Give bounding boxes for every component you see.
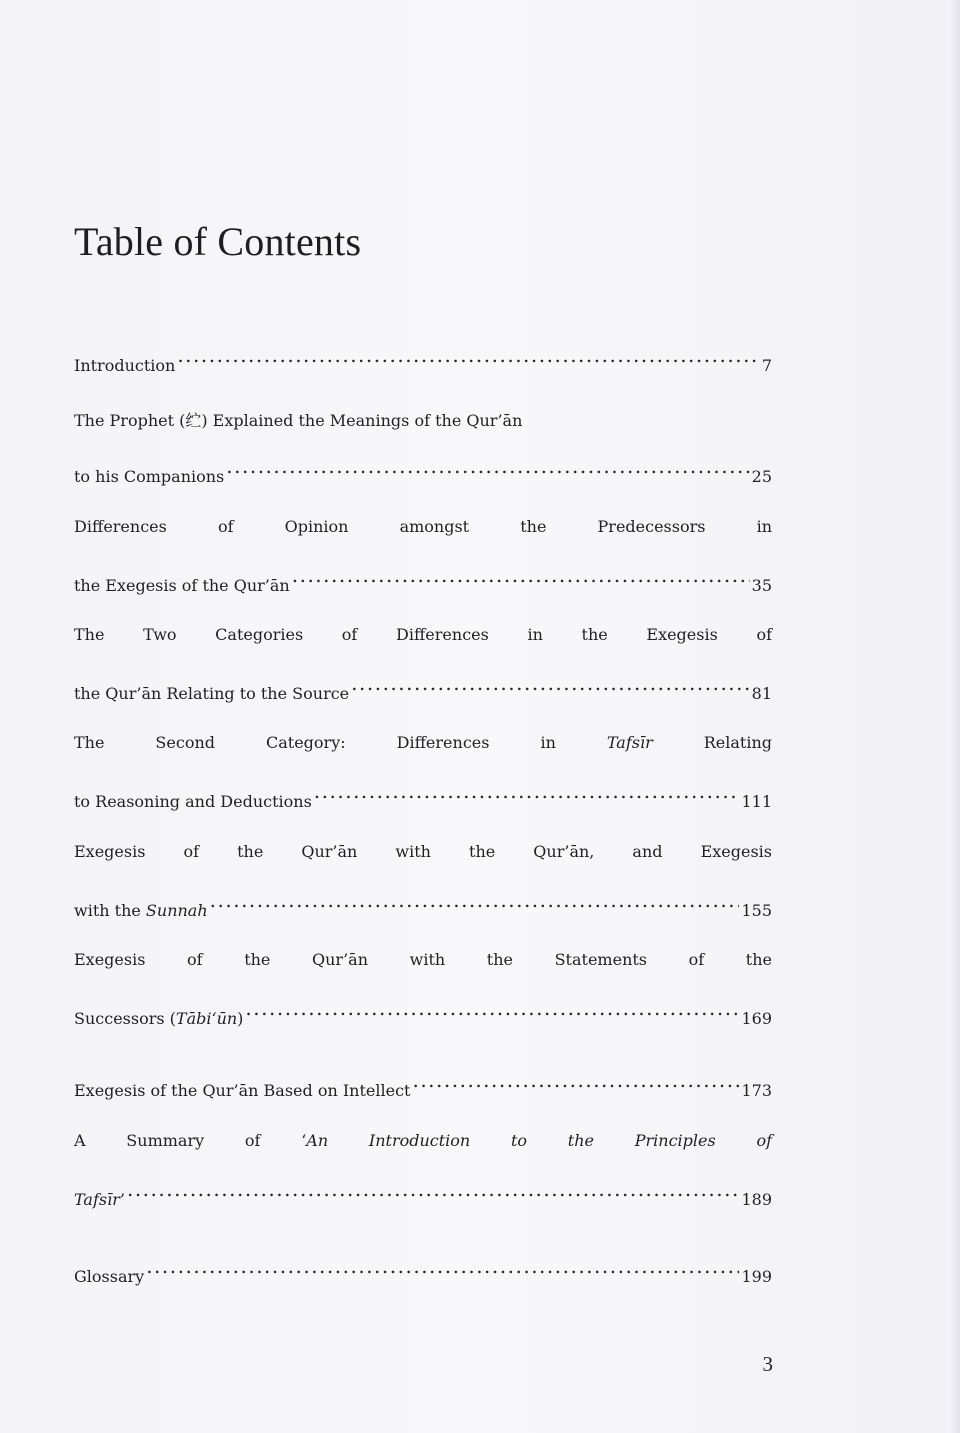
toc-entry-differences-of-opinion[interactable] [74,517,772,595]
toc-entry-title: Exegesis of the Qur’ān Based on Intellect [74,1081,411,1100]
dot-leader [127,1168,739,1205]
toc-entry-exegesis-intellect[interactable] [74,1059,772,1100]
italic-term: An Introduction to the Principles of [306,1131,772,1150]
toc-page-number: 111 [741,792,772,811]
toc-entry-two-categories[interactable] [74,625,772,703]
toc-entry-title: Exegesis of the Qur’ān with the Qur’ān, and Exegesis [74,842,772,861]
italic-term: Tafsīr [74,1190,120,1209]
dot-leader [245,987,739,1024]
toc-entry-title-continued: to Reasoning and Deductions [74,792,312,811]
dot-leader [226,445,749,482]
toc-entry-title: Differences of Opinion amongst the Predecessors in [74,517,772,536]
toc-page-number: 81 [751,684,772,703]
toc-entry-title: The Two Categories of Differences in the Exegesis of [74,625,772,644]
toc-entry-title-continued: to his Companions [74,467,225,486]
toc-entry-title-continued: the Qur’ān Relating to the Source [74,684,350,703]
toc-entry-title: Exegesis of the Qur’ān with the Statements of the [74,950,772,969]
dot-leader [314,770,740,807]
toc-page-number: 7 [761,356,772,375]
toc-entry-title-continued: with the Sunnah [74,901,208,920]
toc-entry-introduction[interactable] [74,334,772,375]
toc-entry-title: The Prophet (纻) Explained the Meanings of the Qur’ān [74,411,523,430]
toc-entry-title-continued: the Exegesis of the Qur’ān [74,576,290,595]
toc-entry-title: The Second Category: Differences in Tafsīr Relating [74,733,773,752]
toc-entry-exegesis-with-quran[interactable] [74,842,772,920]
italic-term: Tafsīr [606,733,653,752]
toc-page-number: 25 [751,467,772,486]
page-title: Table of Contents [74,219,362,264]
dot-leader [351,662,750,699]
toc-page-number: 155 [741,901,772,920]
toc-page-number: 169 [741,1009,772,1028]
toc-entry-exegesis-successors[interactable] [74,950,772,1028]
toc-entry-glossary[interactable] [74,1245,772,1286]
dot-leader [210,879,740,916]
toc-entry-title: Glossary [74,1267,145,1286]
dot-leader [146,1245,739,1282]
toc-entry-title-continued: Tafsīr’ [74,1190,125,1209]
toc-entry-second-category[interactable] [74,733,773,811]
toc-page-number: 35 [751,576,772,595]
toc-entry-title: A Summary of ‘An Introduction to the Principles of [74,1131,772,1150]
dot-leader [292,554,750,591]
toc-entry-prophet-explained[interactable] [74,408,772,486]
italic-term: Tābi‘ūn [175,1009,238,1028]
toc-page-number: 189 [741,1190,772,1209]
toc-entry-summary[interactable] [74,1131,772,1209]
dot-leader [177,334,759,371]
toc-entry-title-continued: Successors (Tābi‘ūn) [74,1009,244,1028]
toc-entry-title: Introduction [74,356,176,375]
toc-page-number: 173 [741,1081,772,1100]
dot-leader [412,1059,739,1096]
page-edge [950,0,960,1433]
italic-term: Sunnah [145,901,208,920]
page-folio-number: 3 [762,1352,773,1376]
toc-page-number: 199 [741,1267,772,1286]
